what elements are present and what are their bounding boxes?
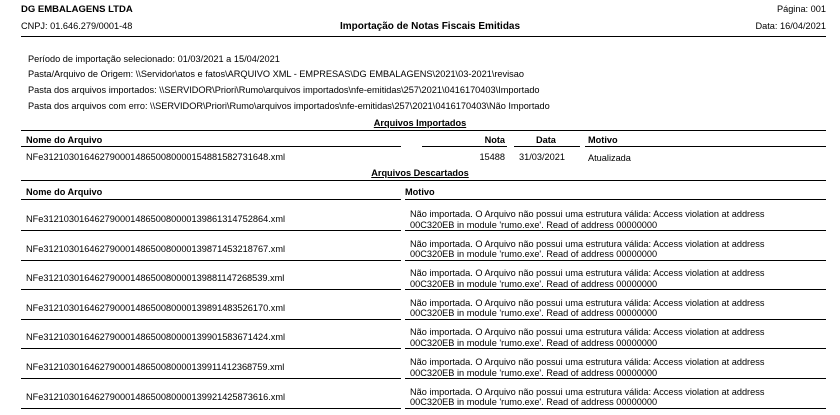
row-divider (21, 408, 401, 409)
discarded-motivo: Não importada. O Arquivo não possui uma estrutura válida: Access violation at address 00C320EB in module 'rumo.exe'. Read of address 00000000 (410, 327, 765, 348)
discarded-motivo: Não importada. O Arquivo não possui uma estrutura válida: Access violation at address 00C320EB in module 'rumo.exe'. Read of address 00000000 (410, 386, 765, 408)
discarded-motivo: Não importada. O Arquivo não possui uma estrutura válida: Access violation at address 00C320EB in module 'rumo.exe'. Read of address 00000000 (410, 209, 765, 230)
discarded-file-name: NFe31210301646279000148650080000139921425873616.xml (26, 391, 286, 402)
report-title: Importação de Notas Fiscais Emitidas (340, 21, 521, 32)
imported-section-title: Arquivos Importados (373, 118, 467, 128)
imported-col-rule (21, 146, 401, 147)
row-divider (21, 319, 401, 320)
company-name: DG EMBALAGENS LTDA (21, 4, 133, 15)
discarded-header-nome: Nome do Arquivo (26, 187, 103, 197)
info-importados: Pasta dos arquivos importados: \\SERVIDOR\Priori\Rumo\arquivos importados\nfe-emitidas\257\2021\0416170403\Importado (28, 85, 540, 95)
imported-col-rule (585, 146, 826, 147)
imported-col-rule (422, 146, 507, 147)
row-divider (21, 289, 401, 290)
discarded-header-motivo: Motivo (405, 187, 435, 197)
discarded-file-name: NFe31210301646279000148650080000139881147268539.xml (26, 273, 285, 284)
company-cnpj: CNPJ: 01.646.279/0001-48 (21, 21, 133, 31)
info-erro: Pasta dos arquivos com erro: \\SERVIDOR\Priori\Rumo\arquivos importados\nfe-emitidas\257\2021\0416170403\Não Importado (28, 101, 550, 111)
discarded-file-name: NFe31210301646279000148650080000139901583671424.xml (26, 332, 286, 343)
imported-data: 31/03/2021 (519, 152, 565, 162)
imported-header-data: Data (536, 135, 556, 145)
discarded-motivo: Não importada. O Arquivo não possui uma estrutura válida: Access violation at address 00C320EB in module 'rumo.exe'. Read of address 00000000 (410, 357, 765, 378)
row-divider (405, 289, 826, 290)
row-divider (405, 230, 826, 231)
discarded-motivo: Não importada. O Arquivo não possui uma estrutura válida: Access violation at address 00C320EB in module 'rumo.exe'. Read of address 00000000 (410, 268, 765, 289)
row-divider (405, 408, 826, 409)
discarded-file-name: NFe31210301646279000148650080000139891483526170.xml (26, 302, 286, 313)
imported-file-name: NFe31210301646279000148650080000154881582731648.xml (26, 152, 286, 162)
imported-header-nome: Nome do Arquivo (26, 135, 103, 145)
row-divider (21, 348, 401, 349)
row-divider (21, 260, 401, 261)
discarded-motivo: Não importada. O Arquivo não possui uma estrutura válida: Access violation at address 00C320EB in module 'rumo.exe'. Read of address 00000000 (410, 238, 765, 260)
discarded-file-name: NFe31210301646279000148650080000139861314752864.xml (26, 214, 286, 224)
row-divider (405, 260, 826, 261)
header-divider (21, 36, 826, 37)
discarded-col-rule (405, 199, 826, 200)
row-divider (405, 319, 826, 320)
info-origem: Pasta/Arquivo de Origem: \\Servidor\atos e fatos\ARQUIVO XML - EMPRESAS\DG EMBALAGENS\2021\03-2021\revisao (28, 69, 524, 79)
imported-header-motivo: Motivo (588, 135, 618, 145)
row-divider (405, 378, 826, 379)
discarded-file-name: NFe31210301646279000148650080000139871453218767.xml (26, 243, 286, 254)
imported-header-nota: Nota (484, 135, 505, 145)
discarded-motivo: Não importada. O Arquivo não possui uma estrutura válida: Access violation at address 00C320EB in module 'rumo.exe'. Read of address 00000000 (410, 297, 765, 319)
imported-motivo: Atualizada (588, 153, 631, 163)
discarded-file-name: NFe31210301646279000148650080000139911412368759.xml (26, 362, 285, 372)
row-divider (21, 378, 401, 379)
discarded-divider (21, 180, 826, 181)
discarded-section-title: Arquivos Descartados (371, 168, 469, 178)
discarded-col-rule (21, 199, 401, 200)
imported-nota: 15488 (479, 152, 505, 162)
imported-divider (21, 130, 826, 131)
table-row (26, 152, 285, 162)
page-number: Página: 001 (776, 4, 826, 14)
imported-col-rule (514, 146, 580, 147)
report-date: Data: 16/04/2021 (755, 21, 826, 31)
row-divider (405, 348, 826, 349)
info-periodo: Período de importação selecionado: 01/03/2021 a 15/04/2021 (28, 54, 280, 64)
row-divider (21, 230, 401, 231)
